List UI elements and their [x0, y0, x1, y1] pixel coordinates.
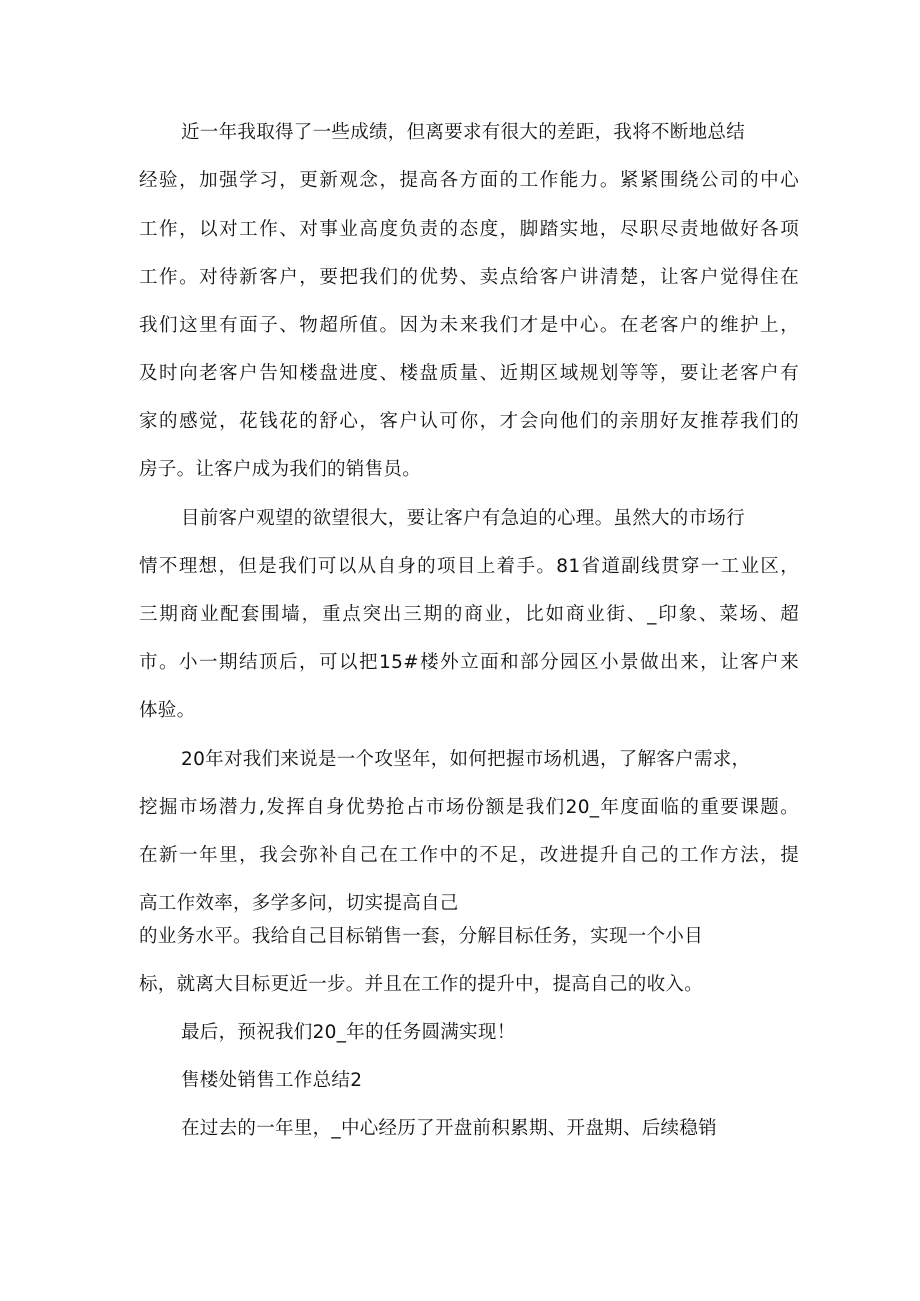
- closing-wish: 最后，预祝我们20_年的任务圆满实现！: [181, 1022, 516, 1043]
- text-line: 目前客户观望的欲望很大，要让客户有急迫的心理。虽然大的市场行: [181, 508, 746, 529]
- text-line: 高工作效率，多学多问，切实提高自己: [139, 893, 459, 914]
- text-line: 20年对我们来说是一个攻坚年，如何把握市场机遇，了解客户需求，: [181, 749, 751, 770]
- text-line: 市。小一期结顶后，可以把15#楼外立面和部分园区小景做出来，让客户来: [139, 652, 799, 673]
- text-line: 及时向老客户告知楼盘进度、楼盘质量、近期区域规划等等，要让老客户有: [139, 363, 799, 384]
- text-line: 体验。: [139, 700, 196, 721]
- text-line: 的业务水平。我给自己目标销售一套，分解目标任务，实现一个小目: [139, 926, 704, 947]
- text-line: 挖掘市场潜力,发挥自身优势抢占市场份额是我们20_年度面临的重要课题。: [139, 797, 799, 818]
- text-line: 工作。对待新客户，要把我们的优势、卖点给客户讲清楚，让客户觉得住在: [139, 267, 799, 288]
- text-line: 情不理想，但是我们可以从自身的项目上着手。81省道副线贯穿一工业区，: [139, 556, 799, 577]
- text-line: 家的感觉，花钱花的舒心，客户认可你，才会向他们的亲朋好友推荐我们的: [139, 411, 799, 432]
- text-line: 经验，加强学习，更新观念，提高各方面的工作能力。紧紧围绕公司的中心: [139, 170, 799, 191]
- text-line: 标，就离大目标更近一步。并且在工作的提升中，提高自己的收入。: [139, 974, 704, 995]
- section-heading: 售楼处销售工作总结2: [181, 1070, 363, 1091]
- text-line: 在新一年里，我会弥补自己在工作中的不足，改进提升自己的工作方法，提: [139, 845, 799, 866]
- text-line: 近一年我取得了一些成绩，但离要求有很大的差距，我将不断地总结: [181, 122, 746, 143]
- text-line: 在过去的一年里，_中心经历了开盘前积累期、开盘期、后续稳销: [181, 1118, 717, 1139]
- text-line: 工作，以对工作、对事业高度负责的态度，脚踏实地，尽职尽责地做好各项: [139, 219, 799, 240]
- text-line: 我们这里有面子、物超所值。因为未来我们才是中心。在老客户的维护上，: [139, 315, 799, 336]
- text-line: 房子。让客户成为我们的销售员。: [139, 459, 422, 480]
- text-line: 三期商业配套围墙，重点突出三期的商业，比如商业街、_印象、菜场、超: [139, 604, 799, 625]
